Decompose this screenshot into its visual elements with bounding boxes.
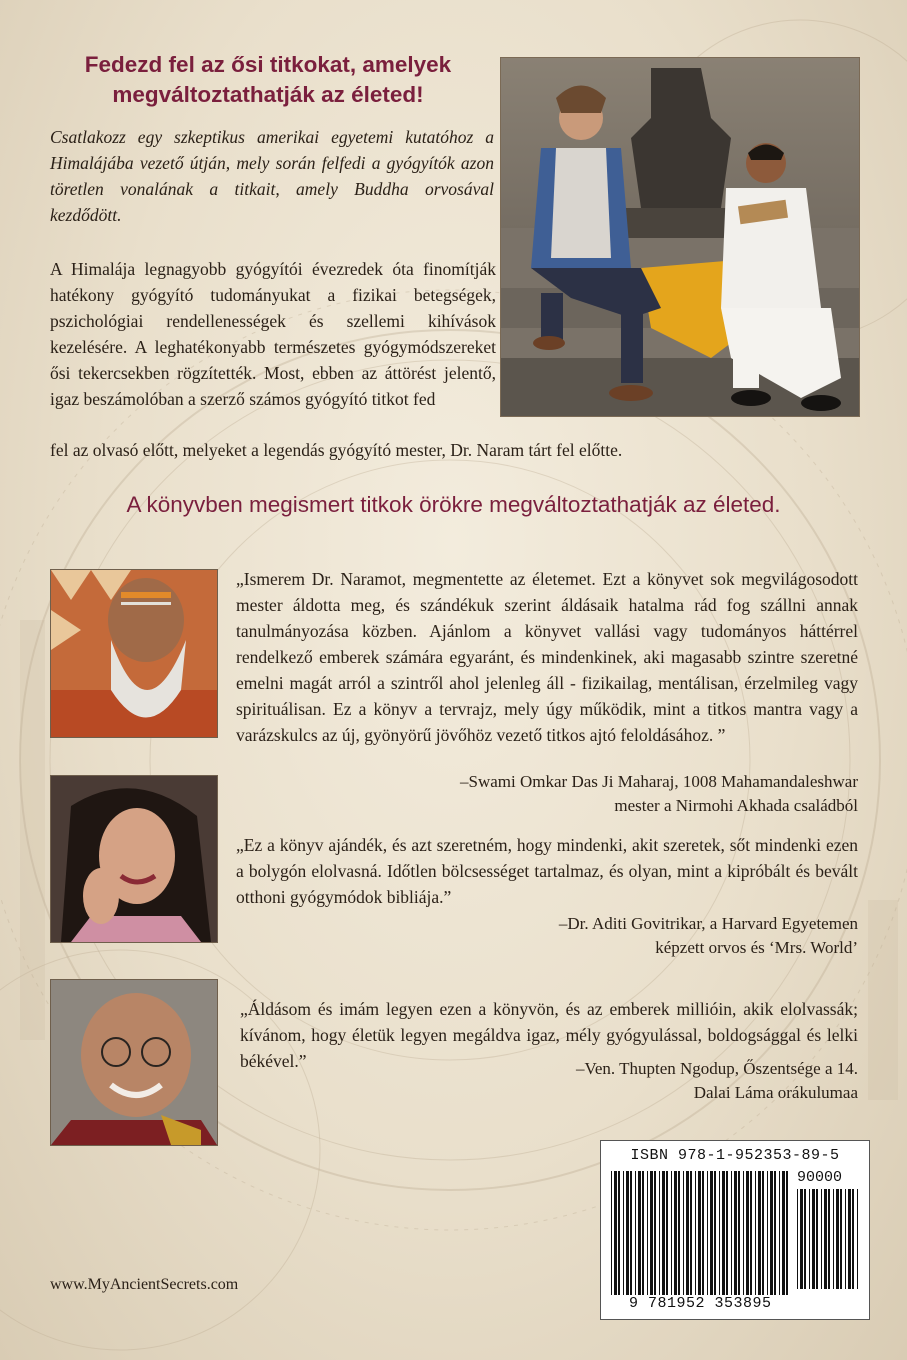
testimonial-1-quote: „Ismerem Dr. Naramot, megmentette az életemet. Ezt a könyvet sok megvilágosodott mester áldotta meg, és szándékuk szerint áldásaik hatalma rád fog szállni annak tanulmányozása közben. Ajánlom a könyvet vallási vagy tudományos háttérrel rendelkező emberek számára egyaránt, és mindenkinek, aki magasabb szintre szeretné emelni magát arról a szintről ahol jelenleg áll - fizikailag, mentálisan, érzelmileg vagy spirituálisan. Ez a könyv a tervrajz, mely úgy működik, mint a titkos mantra vagy a varázskulcs az új, gyönyörű jövőhöz vezető titkos ajtó feloldásához. ” <box>236 569 858 745</box>
barcode-bar <box>678 1171 680 1295</box>
barcode-bar <box>750 1171 752 1295</box>
portrait-thupten <box>50 979 218 1146</box>
barcode-bar <box>840 1189 842 1289</box>
barcode-bar <box>707 1171 708 1295</box>
barcode-bar <box>618 1171 620 1295</box>
barcode-bar <box>755 1171 756 1295</box>
testimonial-2-quote: „Ez a könyv ajándék, és azt szeretném, hogy mindenki, akit szeretek, sőt mindenki ezen a bolygón elolvasná. Időtlen bölcsességet tartalmaz, és olyan, mint a kipróbált és bevált otthoni gyógymódok bibliája.” <box>236 835 858 907</box>
barcode-bar <box>623 1171 624 1295</box>
barcode-bar <box>809 1189 810 1289</box>
barcode-bar <box>614 1171 617 1295</box>
barcode-bar <box>836 1189 839 1289</box>
barcode-bar <box>833 1189 834 1289</box>
barcode-bar <box>611 1171 612 1295</box>
barcode-bar <box>782 1171 785 1295</box>
barcode-bar <box>758 1171 761 1295</box>
barcode-bar <box>762 1171 764 1295</box>
testimonial-3-attribution <box>300 1057 858 1105</box>
attribution-line: Dalai Láma orákulumaa <box>693 1083 858 1102</box>
testimonial-1-attribution <box>300 770 858 818</box>
barcode-bar <box>714 1171 716 1295</box>
cover-photo <box>500 57 860 417</box>
barcode-bar <box>695 1171 696 1295</box>
barcode-bar <box>698 1171 701 1295</box>
barcode-bar <box>804 1189 806 1289</box>
body-paragraph-end: fel az olvasó előtt, melyeket a legendás gyógyító mester, Dr. Naram tárt fel előtte. <box>50 440 623 460</box>
testimonial-2-attribution <box>300 912 858 960</box>
barcode-bar <box>683 1171 684 1295</box>
barcode-bar <box>702 1171 704 1295</box>
barcode-bar <box>719 1171 720 1295</box>
barcode-bar <box>812 1189 815 1289</box>
barcode-bar <box>686 1171 689 1295</box>
barcode-bar <box>731 1171 732 1295</box>
barcode-bar <box>797 1189 798 1289</box>
attribution-line: képzett orvos és ‘Mrs. World’ <box>655 938 858 957</box>
barcode-bar <box>659 1171 660 1295</box>
barcode-bar <box>848 1189 851 1289</box>
tagline: A könyvben megismert titkok örökre megváltoztathatják az életed. <box>126 492 781 517</box>
barcode-bar <box>746 1171 749 1295</box>
isbn-barcode <box>600 1140 870 1320</box>
intro-paragraph: Csatlakozz egy szkeptikus amerikai egyetemi kutatóhoz a Himalájába vezető útján, mely során felfedi a gyógyítók azon töretlen vonalának a titkait, amely Buddha orvosával kezdődött. <box>50 127 494 225</box>
barcode-bar <box>743 1171 744 1295</box>
barcode-bar <box>770 1171 773 1295</box>
barcode-bar <box>767 1171 768 1295</box>
barcode-bar <box>722 1171 725 1295</box>
barcode-bar <box>845 1189 846 1289</box>
barcode-bar <box>674 1171 677 1295</box>
barcode-bar <box>816 1189 818 1289</box>
barcode-bar <box>786 1171 788 1295</box>
website-url: www.MyAncientSecrets.com <box>50 1276 239 1293</box>
barcode-bar <box>635 1171 636 1295</box>
addon-bars <box>797 1189 861 1289</box>
barcode-bar <box>852 1189 854 1289</box>
barcode-bar <box>642 1171 644 1295</box>
barcode-bar <box>638 1171 641 1295</box>
body-paragraph: A Himalája legnagyobb gyógyítói évezredek óta finomítják hatékony gyógyító tudományukat a fizikai betegségek, pszichológiai rendellenességek és szellemi kihívások kezelésére. A leghatékonyabb természetes gyógymódszereket ősi tekercsekben rögzítették. Most, ebben az áttörést jelentő, igaz beszámolóban a szerző számos gyógyító titkot fed <box>50 259 496 409</box>
attribution-line: –Swami Omkar Das Ji Maharaj, 1008 Mahamandaleshwar <box>460 772 858 791</box>
barcode-bar <box>738 1171 740 1295</box>
barcode-bar <box>734 1171 737 1295</box>
testimonial-3-quote: „Áldásom és imám legyen ezen a könyvön, és az emberek millióin, akik elolvassák; kívánom, hogy életük legyen megáldva igaz, mély gyógyulással, boldogsággal és lelki békével.” <box>240 999 858 1071</box>
barcode-bar <box>774 1171 776 1295</box>
barcode-bar <box>821 1189 822 1289</box>
barcode-bar <box>626 1171 629 1295</box>
price-code: 90000 <box>797 1169 843 1186</box>
barcode-bar <box>726 1171 728 1295</box>
barcode-bar <box>650 1171 653 1295</box>
barcode-bar <box>671 1171 672 1295</box>
isbn-number: ISBN 978-1-952353-89-5 <box>630 1147 840 1164</box>
barcode-bar <box>710 1171 713 1295</box>
barcode-bar <box>779 1171 780 1295</box>
attribution-line: mester a Nirmohi Akhada családból <box>614 796 858 815</box>
barcode-bar <box>666 1171 668 1295</box>
ean-bars <box>611 1171 791 1295</box>
barcode-bar <box>647 1171 648 1295</box>
barcode-bar <box>662 1171 665 1295</box>
barcode-bar <box>800 1189 803 1289</box>
barcode-bar <box>690 1171 692 1295</box>
barcode-bar <box>654 1171 656 1295</box>
barcode-bar <box>630 1171 632 1295</box>
ean-digits: 9 781952 353895 <box>629 1295 772 1312</box>
barcode-bar <box>824 1189 827 1289</box>
portrait-swami <box>50 569 218 738</box>
portrait-aditi <box>50 775 218 943</box>
barcode-bar <box>828 1189 830 1289</box>
attribution-line: –Dr. Aditi Govitrikar, a Harvard Egyetemen <box>558 914 858 933</box>
headline: Fedezd fel az ősi titkokat, amelyek megváltoztathatják az életed! <box>84 52 452 107</box>
barcode-bar <box>857 1189 858 1289</box>
attribution-line: –Ven. Thupten Ngodup, Őszentsége a 14. <box>575 1059 858 1078</box>
